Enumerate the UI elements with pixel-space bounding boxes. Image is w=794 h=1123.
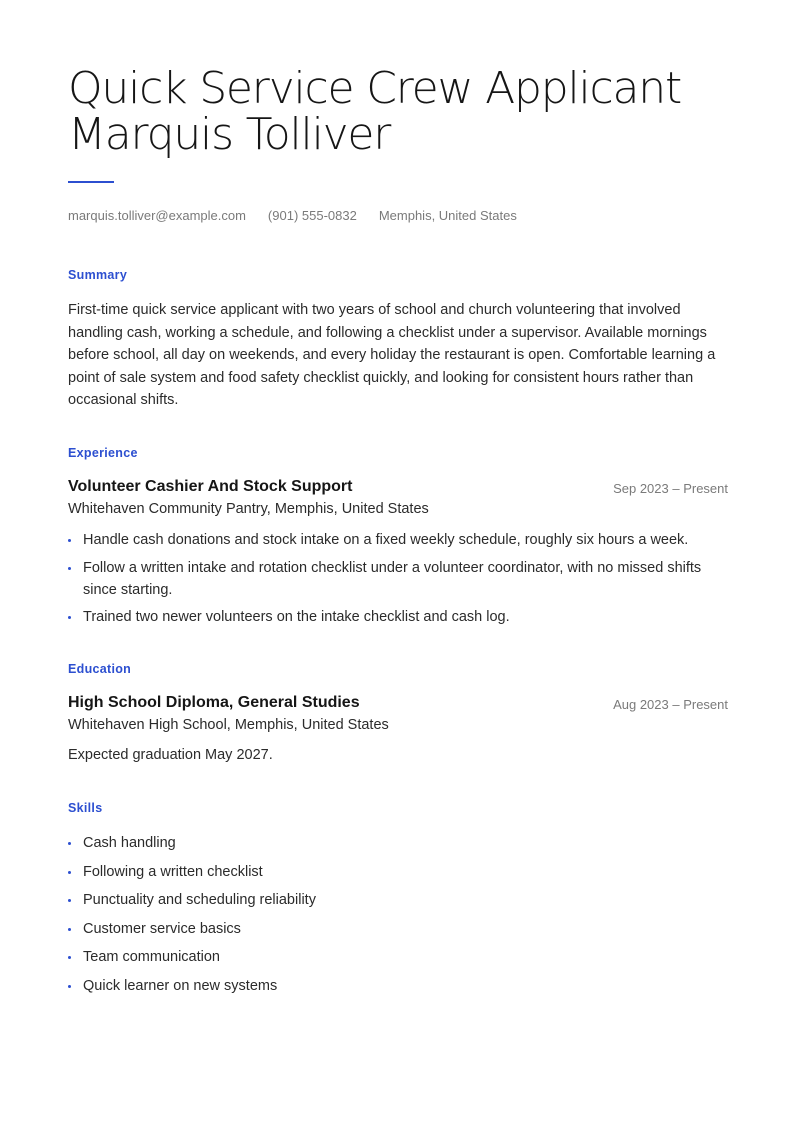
- bullet-icon: [68, 539, 71, 542]
- skill-text: Quick learner on new systems: [83, 977, 278, 994]
- skill-item: [68, 918, 728, 940]
- skill-item: [68, 975, 728, 997]
- contact-line: [68, 207, 517, 224]
- accent-divider: [68, 181, 114, 183]
- contact-email[interactable]: marquis.tolliver@example.com: [68, 208, 246, 223]
- skill-text: Cash handling: [83, 835, 176, 851]
- bullet-icon: [68, 567, 71, 570]
- bullet-icon: [68, 899, 71, 902]
- experience-job-title: Volunteer Cashier And Stock Support: [68, 478, 353, 495]
- bullet-icon: [68, 616, 71, 619]
- education-heading: Education: [68, 662, 132, 676]
- education-dates: Aug 2023 – Present: [613, 697, 728, 712]
- experience-bullet: [68, 606, 728, 628]
- skill-text: Customer service basics: [83, 920, 241, 937]
- bullet-icon: [68, 956, 71, 959]
- education-degree: High School Diploma, General Studies: [68, 694, 360, 711]
- experience-bullet: [68, 557, 728, 601]
- bullet-icon: [68, 842, 71, 845]
- experience-bullet: [68, 529, 728, 551]
- skill-text: Team communication: [83, 949, 220, 965]
- experience-organization: Whitehaven Community Pantry, Memphis, United States: [68, 501, 429, 517]
- education-note: Expected graduation May 2027.: [68, 747, 273, 763]
- skills-heading: Skills: [68, 801, 103, 815]
- bullet-icon: [68, 871, 71, 874]
- summary-heading: Summary: [68, 268, 128, 282]
- skill-item: [68, 832, 728, 854]
- skill-item: [68, 861, 728, 883]
- contact-phone[interactable]: (901) 555-0832: [267, 208, 357, 223]
- experience-bullet-text: Handle cash donations and stock intake on a fixed weekly schedule, roughly six hours a week.: [83, 532, 689, 548]
- title-name: Marquis Tolliver: [68, 109, 391, 160]
- resume-title: [68, 63, 728, 160]
- summary-text: First-time quick service applicant with two years of school and church volunteering that involved handling cash, working a schedule, and following a checklist under a supervisor. Available mornings before school, all day on weekends, and every holiday the restaurant is open. Comfortable learning a point of sale system and food safety checklist quickly, and looking for consistent hours rather than occasional shifts.: [68, 302, 716, 408]
- skill-item: [68, 889, 728, 911]
- experience-bullet-text: Follow a written intake and rotation checklist under a volunteer coordinator, with no missed shifts since starting.: [83, 560, 702, 598]
- contact-location: Memphis, United States: [378, 208, 517, 223]
- experience-dates: Sep 2023 – Present: [613, 481, 728, 496]
- title-role: Quick Service Crew Applicant: [68, 63, 681, 114]
- experience-bullet-text: Trained two newer volunteers on the intake checklist and cash log.: [83, 609, 510, 625]
- experience-bullets: [68, 529, 728, 628]
- bullet-icon: [68, 928, 71, 931]
- experience-heading: Experience: [68, 446, 138, 460]
- skill-item: [68, 946, 728, 968]
- skill-text: Following a written checklist: [83, 863, 263, 880]
- skills-list: [68, 832, 728, 997]
- skill-text: Punctuality and scheduling reliability: [83, 892, 316, 908]
- bullet-icon: [68, 985, 71, 988]
- education-school: Whitehaven High School, Memphis, United States: [68, 717, 389, 733]
